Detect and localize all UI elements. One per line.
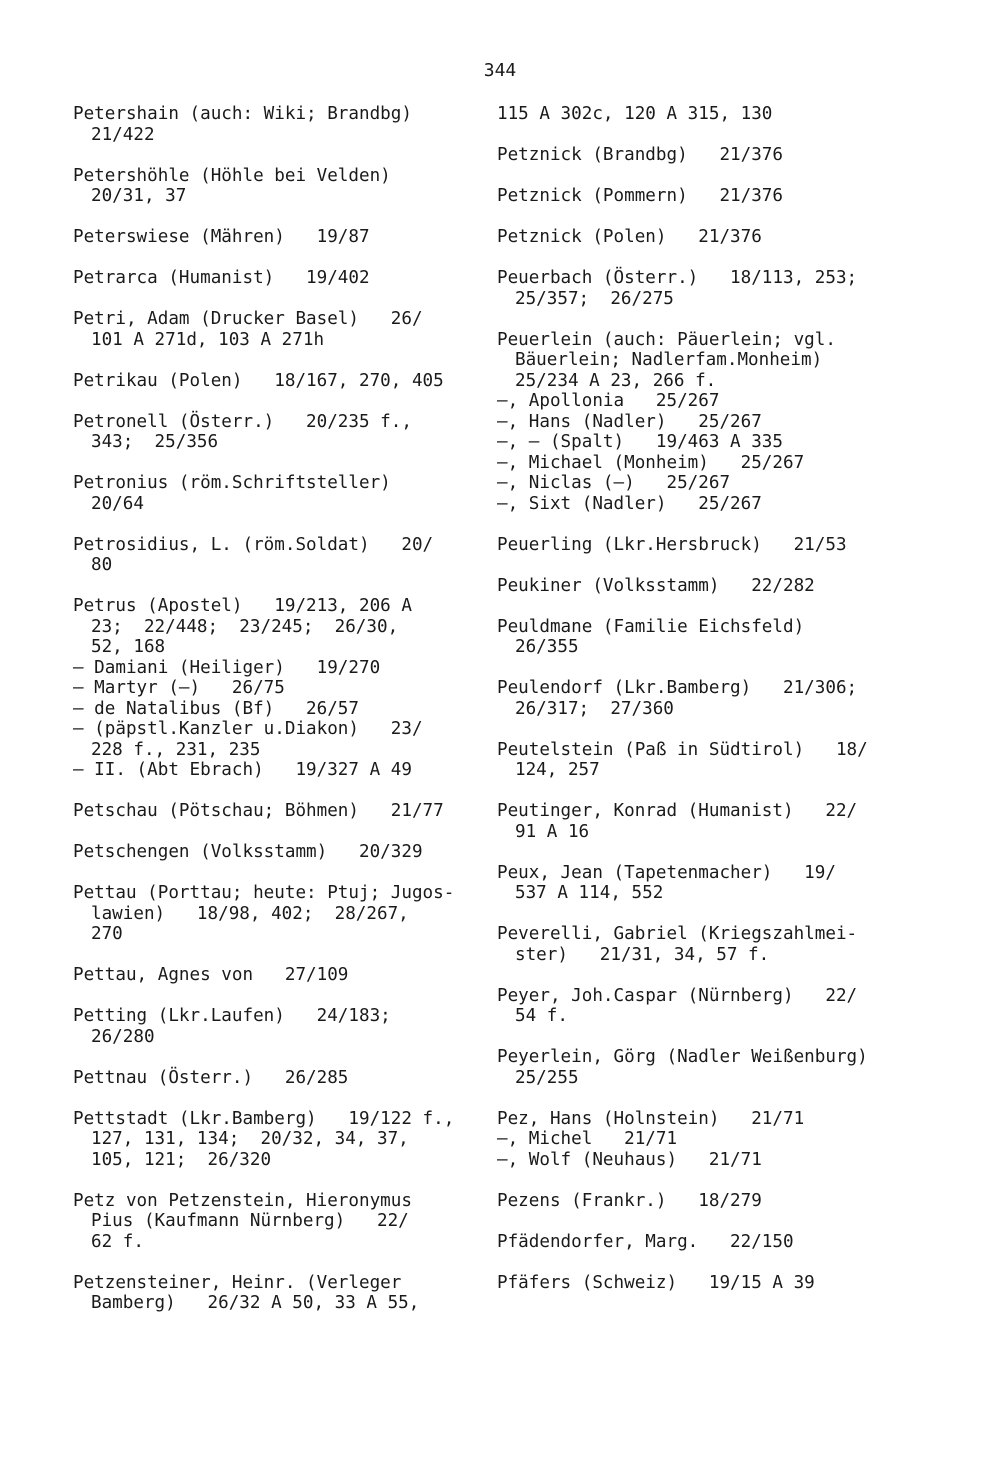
index-entry-headline: Peterswiese (Mähren) 19/87 [73, 227, 370, 247]
index-entry-line: —, — (Spalt) 19/463 A 335 [497, 432, 783, 452]
index-entry-line: — II. (Abt Ebrach) 19/327 A 49 [73, 760, 412, 780]
index-entry-line: 52, 168 [91, 637, 166, 657]
index-entry-headline: Peuerbach (Österr.) 18/113, 253; [497, 268, 858, 288]
index-entry-line: 343; 25/356 [91, 432, 219, 452]
index-entry [73, 1068, 473, 1089]
index-column-right [497, 104, 897, 1314]
index-entry-line: 25/255 [515, 1067, 579, 1088]
index-entry-line: 537 A 114, 552 [515, 883, 664, 903]
index-entry-headline: Petershöhle (Höhle bei Velden) [73, 165, 391, 186]
index-entry [73, 227, 473, 248]
index-entry-headline: Petronell (Österr.) 20/235 f., [73, 411, 412, 432]
index-entry-line: —, Niclas (—) 25/267 [497, 473, 731, 493]
index-entry-line: 25/234 A 23, 266 f. [515, 370, 717, 391]
index-entry-line: 26/317; 27/360 [515, 698, 674, 719]
index-entry-line: —, Hans (Nadler) 25/267 [497, 411, 762, 432]
index-entry-headline: Peuerlein (auch: Päuerlein; vgl. [497, 329, 836, 350]
index-entry [497, 145, 897, 166]
index-entry-headline: Pettstadt (Lkr.Bamberg) 19/122 f., [73, 1108, 455, 1129]
index-entry [497, 268, 897, 309]
index-entry-headline: Petz von Petzenstein, Hieronymus [73, 1190, 412, 1211]
index-entry [497, 1273, 897, 1294]
index-entry-line: 91 A 16 [515, 821, 590, 842]
index-entry-line: 127, 131, 134; 20/32, 34, 37, [91, 1129, 409, 1149]
index-entry-line: lawien) 18/98, 402; 28/267, [91, 903, 409, 924]
index-entry-line: 228 f., 231, 235 [91, 739, 261, 760]
index-entry-line: — Martyr (—) 26/75 [73, 678, 285, 698]
index-entry-headline: Petrus (Apostel) 19/213, 206 A [73, 596, 412, 616]
index-entry-line: —, Wolf (Neuhaus) 21/71 [497, 1149, 762, 1170]
index-entry-headline: Peuldmane (Familie Eichsfeld) [497, 616, 805, 637]
index-entry-headline: Pezens (Frankr.) 18/279 [497, 1190, 762, 1211]
index-entry-headline: Petznick (Pommern) 21/376 [497, 186, 783, 206]
index-entry [497, 986, 897, 1027]
index-entry-line: — de Natalibus (Bf) 26/57 [73, 698, 359, 719]
index-entry-headline: Pez, Hans (Holnstein) 21/71 [497, 1108, 805, 1129]
index-entry-headline: Petzensteiner, Heinr. (Verleger [73, 1272, 402, 1293]
index-entry-headline: Petrarca (Humanist) 19/402 [73, 268, 370, 288]
index-entry-headline: 115 A 302c, 120 A 315, 130 [497, 104, 773, 124]
index-entry [73, 166, 473, 207]
index-entry-line: ster) 21/31, 34, 57 f. [515, 944, 770, 965]
index-entry [73, 842, 473, 863]
index-entry-headline: Petronius (röm.Schriftsteller) [73, 473, 391, 493]
index-entry-line: —, Apollonia 25/267 [497, 391, 720, 411]
index-entry-headline: Petri, Adam (Drucker Basel) 26/ [73, 309, 423, 329]
index-entry [73, 1191, 473, 1253]
index-entry-headline: Petznick (Polen) 21/376 [497, 227, 762, 247]
index-entry [497, 617, 897, 658]
index-entry-line: 20/64 [91, 493, 144, 514]
index-entry-headline: Peutelstein (Paß in Südtirol) 18/ [497, 739, 868, 760]
index-entry-line: 26/355 [515, 637, 579, 657]
index-entry [73, 473, 473, 514]
index-entry [497, 678, 897, 719]
index-entry [497, 740, 897, 781]
index-entry-line: 21/422 [91, 124, 155, 145]
index-entry-headline: Peyer, Joh.Caspar (Nürnberg) 22/ [497, 985, 858, 1006]
index-entry-line: 62 f. [91, 1231, 144, 1252]
index-entry [497, 186, 897, 207]
index-entry-line: 20/31, 37 [91, 186, 187, 206]
index-entry-line: Bäuerlein; Nadlerfam.Monheim) [515, 350, 823, 370]
index-entry [497, 1047, 897, 1088]
index-entry-headline: Petschengen (Volksstamm) 20/329 [73, 842, 423, 862]
index-entry [497, 330, 897, 515]
index-entry-headline: Petznick (Brandbg) 21/376 [497, 145, 783, 165]
index-entry-line: 101 A 271d, 103 A 271h [91, 329, 325, 350]
index-entry [73, 309, 473, 350]
index-entry-headline: Peutinger, Konrad (Humanist) 22/ [497, 801, 858, 821]
index-entry-line: 270 [91, 924, 123, 944]
index-entry [73, 965, 473, 986]
index-entry [497, 576, 897, 597]
index-entry-line: 54 f. [515, 1006, 568, 1026]
index-entry-headline: Pettau (Porttau; heute: Ptuj; Jugos- [73, 883, 455, 903]
index-entry-line: Pius (Kaufmann Nürnberg) 22/ [91, 1211, 409, 1231]
index-entry-headline: Petrikau (Polen) 18/167, 270, 405 [73, 370, 444, 391]
index-entry [73, 596, 473, 781]
index-entry-headline: Pettnau (Österr.) 26/285 [73, 1067, 349, 1088]
index-entry-headline: Peuerling (Lkr.Hersbruck) 21/53 [497, 534, 847, 555]
index-entry-line: 124, 257 [515, 760, 600, 780]
index-entry-headline: Pfäfers (Schweiz) 19/15 A 39 [497, 1272, 815, 1293]
index-entry-line: 25/357; 26/275 [515, 288, 674, 309]
index-entry [497, 104, 897, 125]
index-entry [73, 1273, 473, 1314]
index-entry [73, 535, 473, 576]
index-entry [73, 801, 473, 822]
index-entry-headline: Petrosidius, L. (röm.Soldat) 20/ [73, 534, 434, 555]
index-entry-line: —, Michael (Monheim) 25/267 [497, 452, 805, 473]
index-entry [497, 863, 897, 904]
index-entry-line: 23; 22/448; 23/245; 26/30, [91, 616, 399, 637]
index-entry [497, 924, 897, 965]
index-entry [497, 1191, 897, 1212]
index-entry-line: 80 [91, 555, 113, 575]
index-entry-line: — (päpstl.Kanzler u.Diakon) 23/ [73, 719, 423, 739]
index-entry [73, 412, 473, 453]
index-entry-line: 105, 121; 26/320 [91, 1149, 272, 1170]
index-entry-headline: Peulendorf (Lkr.Bamberg) 21/306; [497, 678, 858, 698]
index-entry-line: 26/280 [91, 1026, 155, 1047]
page-number: 344 [483, 60, 517, 81]
index-entry-headline: Pfädendorfer, Marg. 22/150 [497, 1231, 794, 1252]
index-entry-headline: Peux, Jean (Tapetenmacher) 19/ [497, 862, 836, 883]
index-entry-headline: Pettau, Agnes von 27/109 [73, 965, 349, 985]
index-column-left [73, 104, 473, 1334]
index-entry [497, 801, 897, 842]
index-entry-headline: Peverelli, Gabriel (Kriegszahlmei- [497, 924, 858, 944]
index-entry [497, 227, 897, 248]
index-entry-headline: Petschau (Pötschau; Böhmen) 21/77 [73, 801, 444, 821]
index-entry [73, 104, 473, 145]
index-entry-headline: Peukiner (Volksstamm) 22/282 [497, 575, 815, 596]
index-entry [497, 535, 897, 556]
index-entry [73, 268, 473, 289]
index-entry-line: —, Michel 21/71 [497, 1129, 678, 1149]
index-entry [73, 1006, 473, 1047]
index-entry [73, 883, 473, 945]
index-entry-headline: Petting (Lkr.Laufen) 24/183; [73, 1006, 391, 1026]
index-entry [497, 1232, 897, 1253]
index-entry-line: — Damiani (Heiliger) 19/270 [73, 657, 381, 678]
index-entry [497, 1109, 897, 1171]
index-entry [73, 371, 473, 392]
index-entry-headline: Petershain (auch: Wiki; Brandbg) [73, 104, 412, 124]
index-entry-line: Bamberg) 26/32 A 50, 33 A 55, [91, 1293, 420, 1313]
index-entry-line: —, Sixt (Nadler) 25/267 [497, 493, 762, 514]
index-entry-headline: Peyerlein, Görg (Nadler Weißenburg) [497, 1047, 868, 1067]
index-entry [73, 1109, 473, 1171]
